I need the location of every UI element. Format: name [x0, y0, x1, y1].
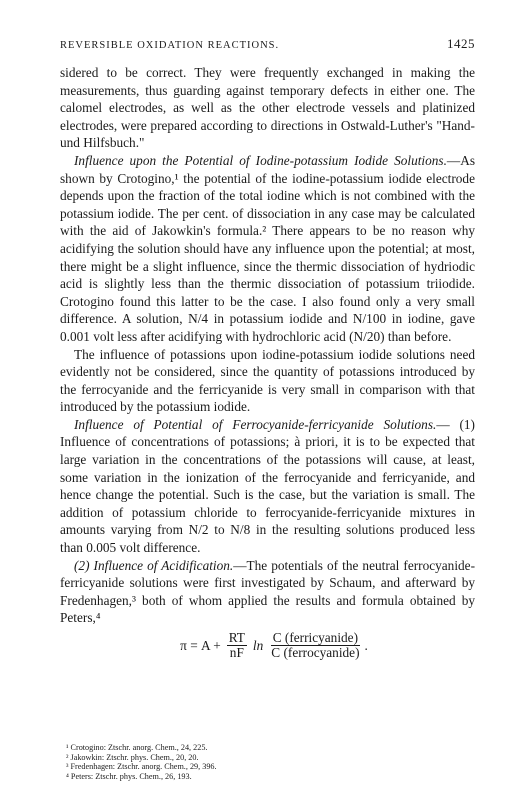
paragraph — [60, 557, 475, 627]
ratio-denominator: C (ferrocyanide) — [271, 645, 360, 660]
body-text — [60, 64, 475, 662]
paragraph-text: — (1) Influence of concentrations of potassions; à priori, it is to be expected that large variation in the concentrations of the potassions will cause, at least, some variation in the ionization of the ferrocyanide and ferricyanide, and hence change the potential. Such is the case, but the variation is small. The addition of potassium chloride to ferrocyanide-ferricyanide mixtures in amounts varying from N/2 to N/8 in the resulting solutions produced less than 0.005 volt difference. — [60, 416, 475, 556]
footnote: ³ Fredenhagen: Ztschr. anorg. Chem., 29, 396. — [66, 762, 217, 772]
section-heading: Influence upon the Potential of Iodine-potassium Iodide Solutions. — [74, 152, 447, 168]
running-title: REVERSIBLE OXIDATION REACTIONS. — [60, 40, 280, 51]
formula-lhs: π = A + — [180, 637, 221, 653]
rt-over-nf — [227, 631, 247, 660]
paragraph-text: —As shown by Crotogino,¹ the potential of the iodine-potassium iodide electrode depends upon the fraction of the total iodine which is not combined with the potassium iodide. The per cent. of dissociation in any case may be calculated with the aid of Jakowkin's formula.² There appears to be no reason why acidifying the solution should have any influence upon the potential; at most, there might be a slight influence, since the thermic dissociation of hydriodic acid is slightly less than the thermic dissociation of potassium triiodide. Crotogino found this latter to be the case. I also found only a very small difference. A solution, N/4 in potassium iodide and N/100 in iodine, gave 0.001 volt less after acidifying with hydrochloric acid (N/20) than before. — [60, 152, 475, 344]
ln-symbol: ln — [252, 637, 264, 653]
footnote: ¹ Crotogino: Ztschr. anorg. Chem., 24, 225. — [66, 743, 208, 752]
formula-end: . — [364, 637, 368, 653]
section-heading: Influence of Potential of Ferrocyanide-ferricyanide Solutions. — [74, 416, 437, 432]
frac-numerator: RT — [228, 630, 245, 645]
paragraph — [60, 346, 475, 416]
concentration-ratio — [269, 631, 361, 660]
paragraph — [60, 152, 475, 346]
footnote: ² Jakowkin: Ztschr. phys. Chem., 20, 20. — [66, 752, 199, 762]
running-header — [60, 36, 475, 52]
footnotes — [66, 743, 366, 781]
page-number: 1425 — [447, 36, 475, 51]
paragraph — [60, 64, 475, 152]
paragraph-text: —The potentials of the neutral ferrocyanide-ferricyanide solutions were first investigated by Schaum, and afterward by Fredenhagen,³ both of whom applied the results and formula obtained by Peters,⁴ — [60, 557, 475, 626]
peters-formula — [70, 631, 475, 660]
paragraph-text: The influence of potassions upon iodine-potassium iodide solutions need evidently not be considered, since the quantity of potassions introduced by the ferrocyanide and the ferricyanide is very small in comparison with that introduced by the potassium iodide. — [60, 346, 475, 415]
section-heading: (2) Influence of Acidification. — [74, 557, 234, 573]
paragraph-text: sidered to be correct. They were frequently exchanged in making the measurements, thus guarding against temporary defects in either one. The calomel electrodes, as well as the other electrode vessels and platinized electrodes, were prepared according to directions in Ostwald-Luther's "Hand- und Hilfsbuch." — [60, 65, 475, 151]
frac-denominator: nF — [229, 645, 244, 660]
ratio-numerator: C (ferricyanide) — [272, 630, 359, 645]
footnote: ⁴ Peters: Ztschr. phys. Chem., 26, 193. — [66, 771, 192, 781]
paragraph — [60, 416, 475, 557]
